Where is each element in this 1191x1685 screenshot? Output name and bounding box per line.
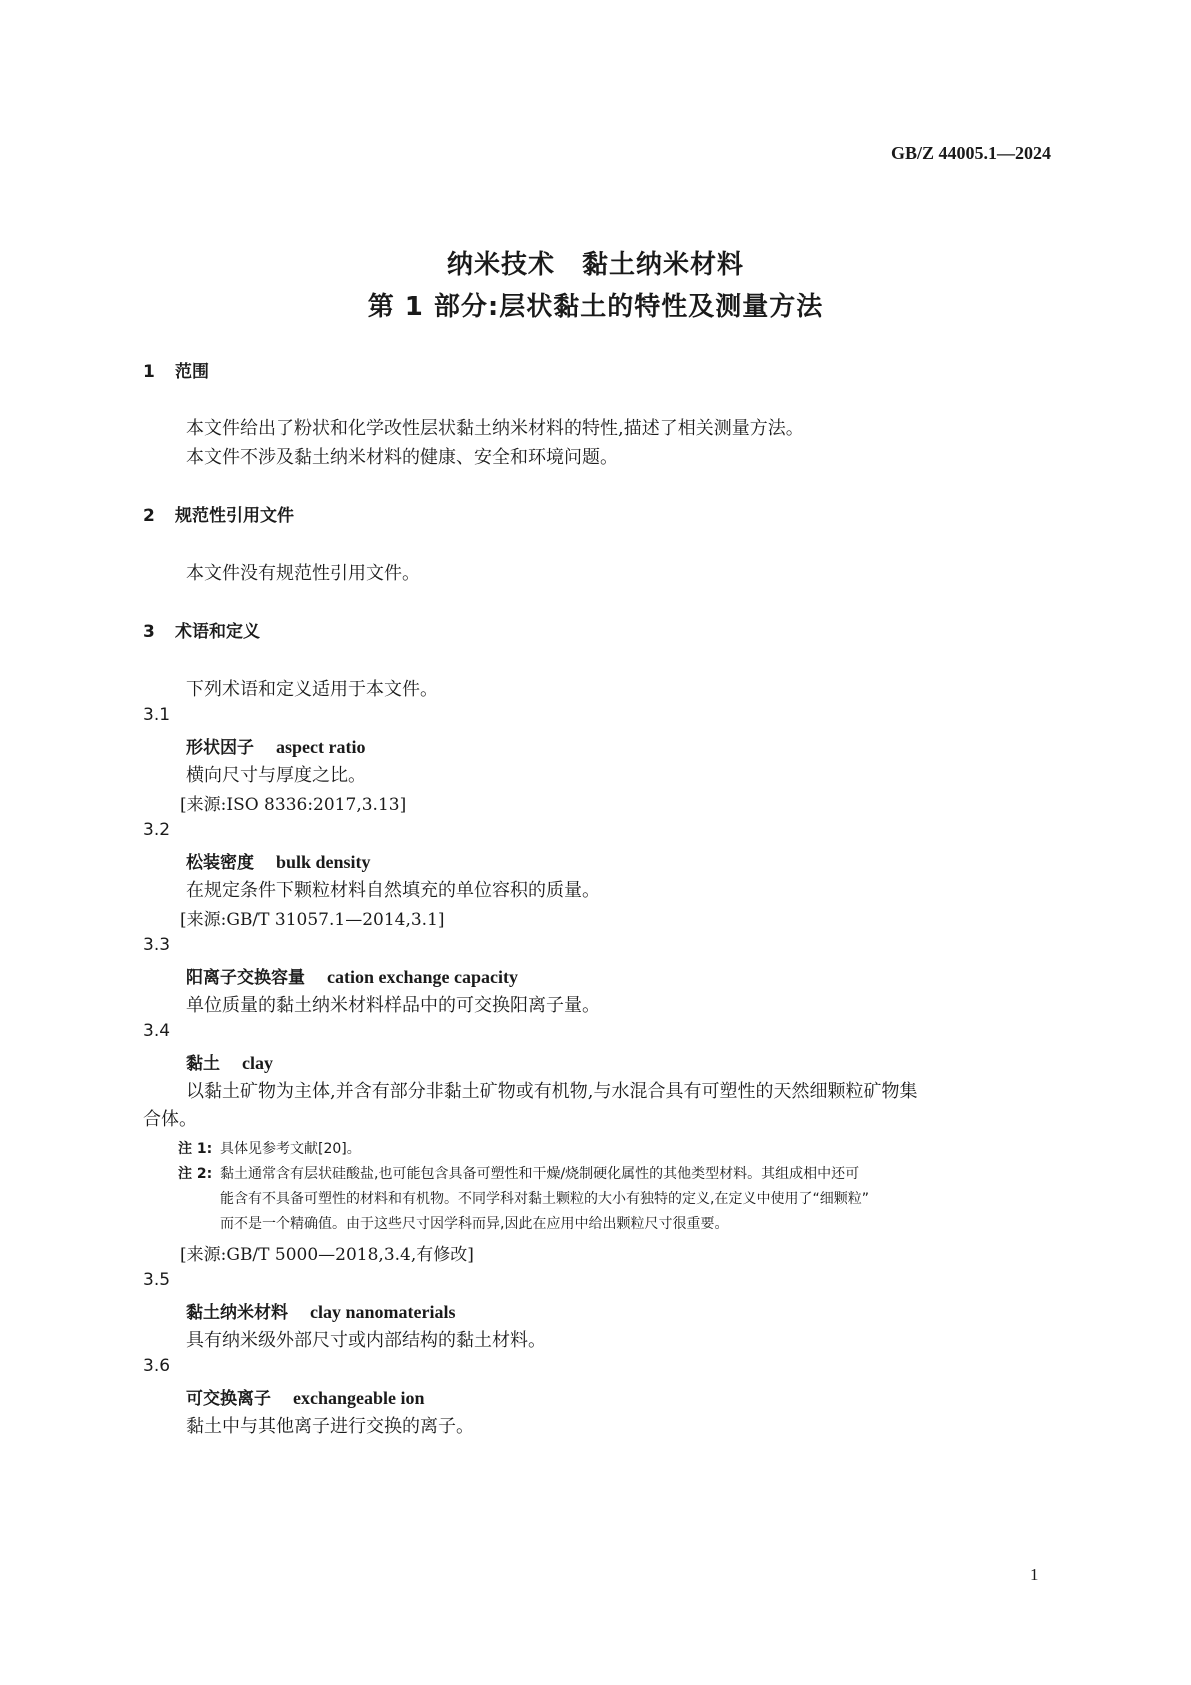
section-number: 1: [143, 362, 155, 382]
term-source: [来源:GB/T 5000—2018,3.4,有修改]: [180, 1245, 474, 1265]
term-exchangeable-ion: [186, 1384, 425, 1409]
term-zh: 黏土: [186, 1054, 220, 1074]
note-2-line-2: 能含有不具备可塑性的材料和有机物。不同学科对黏土颗粒的大小有独特的定义,在定义中使用了“细颗粒”: [220, 1191, 869, 1207]
note-1-text: 具体见参考文献[20]。: [220, 1141, 361, 1157]
section-number: 2: [143, 506, 155, 526]
term-zh: 黏土纳米材料: [186, 1303, 288, 1323]
note-1-label: 注 1:: [178, 1141, 213, 1157]
term-en: exchangeable ion: [293, 1388, 425, 1408]
page-number: 1: [1030, 1565, 1039, 1584]
section-3-heading: [143, 617, 260, 642]
note-2-line-3: 而不是一个精确值。由于这些尺寸因学科而异,因此在应用中给出颗粒尺寸很重要。: [220, 1216, 729, 1232]
term-number: 3.3: [143, 935, 171, 955]
term-definition: 单位质量的黏土纳米材料样品中的可交换阳离子量。: [186, 995, 600, 1016]
note-2-line-1: 黏土通常含有层状硅酸盐,也可能包含具备可塑性和干燥/烧制硬化属性的其他类型材料。其组成相中还可: [220, 1166, 860, 1182]
section-number: 3: [143, 622, 155, 642]
scope-paragraph-2: 本文件不涉及黏土纳米材料的健康、安全和环境问题。: [186, 447, 618, 468]
term-source: [来源:GB/T 31057.1—2014,3.1]: [180, 910, 445, 930]
term-number: 3.5: [143, 1270, 171, 1290]
document-title-line2: 第 1 部分:层状黏土的特性及测量方法: [367, 292, 824, 322]
term-source: [来源:ISO 8336:2017,3.13]: [180, 795, 407, 815]
term-clay: [186, 1049, 273, 1074]
section-1-heading: [143, 357, 209, 382]
term-en: clay nanomaterials: [310, 1302, 456, 1322]
term-en: bulk density: [276, 852, 371, 872]
term-zh: 阳离子交换容量: [186, 968, 305, 988]
term-en: aspect ratio: [276, 737, 366, 757]
term-zh: 可交换离子: [186, 1389, 271, 1409]
term-zh: 形状因子: [186, 738, 254, 758]
term-definition-continued: 合体。: [143, 1109, 197, 1130]
term-number: 3.1: [143, 705, 171, 725]
term-zh: 松装密度: [186, 853, 254, 873]
normative-refs-paragraph: 本文件没有规范性引用文件。: [186, 563, 420, 584]
section-title: 范围: [175, 362, 209, 382]
term-en: clay: [242, 1053, 273, 1073]
term-aspect-ratio: [186, 733, 365, 758]
section-2-heading: [143, 501, 294, 526]
note-2-label: 注 2:: [178, 1166, 213, 1182]
scope-paragraph-1: 本文件给出了粉状和化学改性层状黏土纳米材料的特性,描述了相关测量方法。: [186, 418, 804, 439]
term-cation-exchange-capacity: [186, 963, 518, 988]
term-number: 3.4: [143, 1021, 171, 1041]
term-definition: 具有纳米级外部尺寸或内部结构的黏土材料。: [186, 1330, 546, 1351]
term-clay-nanomaterials: [186, 1298, 456, 1323]
document-title-line1: 纳米技术 黏土纳米材料: [446, 250, 744, 280]
term-definition: 以黏土矿物为主体,并含有部分非黏土矿物或有机物,与水混合具有可塑性的天然细颗粒矿物集: [186, 1081, 918, 1102]
term-definition: 在规定条件下颗粒材料自然填充的单位容积的质量。: [186, 880, 600, 901]
term-number: 3.2: [143, 820, 171, 840]
terms-intro-paragraph: 下列术语和定义适用于本文件。: [186, 679, 438, 700]
term-en: cation exchange capacity: [327, 967, 518, 987]
standard-id: GB/Z 44005.1—2024: [890, 143, 1051, 163]
section-title: 规范性引用文件: [175, 506, 294, 526]
term-number: 3.6: [143, 1356, 171, 1376]
term-bulk-density: [186, 848, 371, 873]
term-definition: 横向尺寸与厚度之比。: [186, 765, 366, 786]
section-title: 术语和定义: [175, 622, 260, 642]
term-definition: 黏土中与其他离子进行交换的离子。: [186, 1416, 474, 1437]
